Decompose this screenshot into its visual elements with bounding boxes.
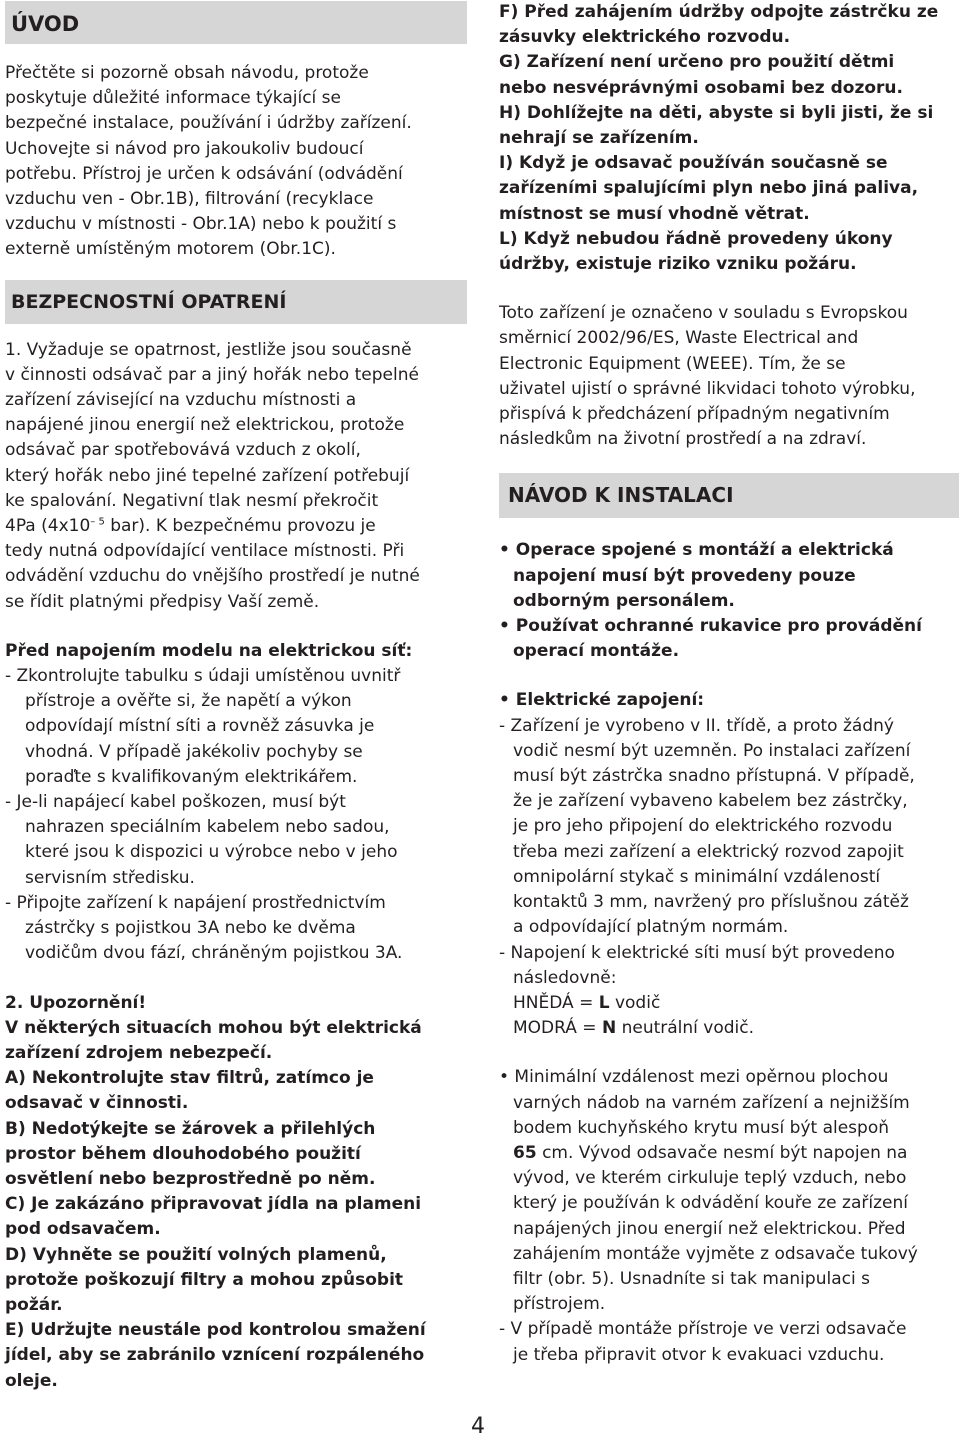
warning-line: H) Dohlížejte na děti, abyste si byli jisti, že si (499, 102, 934, 123)
wire-blue-desc: neutrální vodič. (616, 1018, 755, 1039)
weee-line: uživatel ujistí o správné likvidaci tohoto výrobku, (499, 378, 916, 399)
warning-line: I) Když je odsavač používán současně se (499, 153, 888, 174)
pressure-post: bar). K bezpečnému provozu je (104, 516, 376, 537)
elec-item-cont: musí být zástrčka snadno přístupná. V případě, (513, 766, 915, 787)
warning-line: V některých situacích mohou být elektrická (5, 1017, 422, 1038)
distance-paragraph (499, 1065, 959, 1367)
connect-item-cont: servisním středisku. (25, 867, 195, 888)
intro-line: potřebu. Přístroj je určen k odsávání (odvádění (5, 163, 403, 184)
page-number: 4 (471, 1414, 485, 1439)
warning-line: oleje. (5, 1370, 58, 1391)
connect-heading: Před napojením modelu na elektrickou síť: (5, 640, 413, 661)
safety-line: napájené jinou energií než elektrickou, protože (5, 415, 405, 436)
wire-blue (499, 1016, 959, 1041)
wire-blue-label: MODRÁ = (513, 1018, 602, 1039)
warning-line: zásuvky elektrického rozvodu. (499, 27, 791, 48)
distance-value-line (499, 1141, 959, 1166)
install-bullet: • Operace spojené s montáží a elektrická (499, 540, 894, 561)
weee-paragraph (499, 301, 959, 452)
connect-item-cont: přístroje a ověřte si, že napětí a výkon (25, 691, 352, 712)
warning-line: D) Vyhněte se použití volných plamenů, (5, 1244, 387, 1265)
connect-item-cont: poraďte s kvalifikovaným elektrikářem. (25, 766, 358, 787)
warning-line: jídel, aby se zabránilo vznícení rozpáleného (5, 1345, 425, 1366)
elec-item-cont: že je zařízení vybaveno kabelem bez zástrčky, (513, 791, 908, 812)
warning-line: prostor během dlouhodobého použití (5, 1143, 361, 1164)
elec-heading: • Elektrické zapojení: (499, 690, 705, 711)
warning-line: nebo nesvéprávnými osobami bez dozoru. (499, 77, 903, 98)
install-bullets (499, 538, 959, 664)
warning-line: C) Je zakázáno připravovat jídla na plameni (5, 1194, 422, 1215)
warning-line: nehrají se zařízením. (499, 128, 699, 149)
connect-item-cont: vodičům dvou fází, chráněným pojistkou 3A. (25, 943, 403, 964)
warning-line: zařízeními spalujícími plyn nebo jiná paliva, (499, 178, 919, 199)
pressure-pre: 4Pa (4x10 (5, 516, 91, 537)
elec-item-cont: následovně: (513, 967, 617, 988)
weee-line: směrnicí 2002/96/ES, Waste Electrical and (499, 328, 859, 349)
wire-blue-letter: N (601, 1018, 617, 1039)
wire-brown-label: HNĚDÁ = (513, 992, 599, 1013)
right-column (499, 0, 959, 1368)
safety-line: se řídit platnými předpisy Vaší země. (5, 591, 320, 612)
elec-item-cont: a odpovídající platným normám. (513, 917, 789, 938)
distance-line: napájených jinou energií než elektrickou. Před (513, 1218, 906, 1239)
connect-item: - Připojte zařízení k napájení prostřednictvím (5, 892, 386, 913)
distance-line: varných nádob na varném zařízení a nejnižším (513, 1092, 910, 1113)
safety-line: odvádění vzduchu do vnějšího prostředí je nutné (5, 566, 420, 587)
elec-list (499, 714, 959, 1042)
warning-line: G) Zařízení není určeno pro použití dětmi (499, 52, 895, 73)
connect-item-cont: odpovídají místní síti a rovněž zásuvka je (25, 716, 375, 737)
weee-line: přispívá k předcházení případným negativním (499, 404, 890, 425)
warning-line: místnost se musí vhodně větrat. (499, 203, 810, 224)
safety-line: ke spalování. Negativní tlak nesmí překročit (5, 490, 379, 511)
distance-line: zahájením montáže vyjměte z odsavače tukový (513, 1243, 918, 1264)
install-bullet-cont: odborným personálem. (513, 590, 735, 611)
safety-item-1 (5, 338, 467, 615)
warning-line: pod odsavačem. (5, 1219, 161, 1240)
distance-line: filtr (obr. 5). Usnadníte si tak manipulaci s (513, 1268, 870, 1289)
last-item-line: je třeba připravit otvor k evakuaci vzduchu. (513, 1344, 885, 1365)
pressure-line (5, 514, 467, 539)
elec-item-cont: vodič nesmí být uzemněn. Po instalaci zařízení (513, 740, 911, 761)
warning-continued (499, 0, 959, 277)
section-heading-install: NÁVOD K INSTALACI (499, 473, 959, 518)
weee-line: následkům na životní prostředí a na zdraví. (499, 429, 867, 450)
safety-line: 1. Vyžaduje se opatrnost, jestliže jsou současně (5, 339, 412, 360)
install-bullet-cont: operací montáže. (513, 641, 680, 662)
wire-brown (499, 991, 959, 1016)
distance-line: který je používán k odvádění kouře ze zařízení (513, 1193, 908, 1214)
elec-item-cont: kontaktů 3 mm, navržený pro příslušnou zátěž (513, 892, 909, 913)
warning-line: 2. Upozornění! (5, 992, 147, 1013)
warning-line: E) Udržujte neustále pod kontrolou smažení (5, 1320, 426, 1341)
intro-line: vzduchu ven - Obr.1B), filtrování (recyklace (5, 189, 374, 210)
safety-line: v činnosti odsávač par a jiný hořák nebo tepelné (5, 364, 419, 385)
distance-line: přístrojem. (513, 1294, 606, 1315)
elec-item-cont: je pro jeho připojení do elektrického rozvodu (513, 816, 893, 837)
wire-brown-desc: vodič (609, 992, 661, 1013)
distance-value-post: cm. Vývod odsavače nesmí být napojen na (536, 1142, 908, 1163)
intro-line: Uchovejte si návod pro jakoukoliv budoucí (5, 138, 364, 159)
connect-item: - Zkontrolujte tabulku s údaji umístěnou uvnitř (5, 666, 401, 687)
safety-line: odsávač par spotřebovává vzduch z okolí, (5, 440, 361, 461)
intro-line: poskytuje důležité informace týkající se (5, 88, 341, 109)
distance-line: vývod, ve kterém cirkuluje teplý vzduch, nebo (513, 1168, 907, 1189)
section-heading-uvod: ÚVOD (5, 1, 467, 44)
elec-item: - Zařízení je vyrobeno v II. třídě, a proto žádný (499, 715, 894, 736)
warning-line: A) Nekontrolujte stav filtrů, zatímco je (5, 1068, 374, 1089)
safety-line: zařízení závisející na vzduchu místnosti a (5, 390, 357, 411)
distance-line: • Minimální vzdálenost mezi opěrnou plochou (499, 1067, 889, 1088)
warning-line: osvětlení nebo bezprostředně po něm. (5, 1168, 376, 1189)
warning-line: L) Když nebudou řádně provedeny úkony (499, 228, 893, 249)
intro-line: vzduchu v místnosti - Obr.1A) nebo k použití s (5, 214, 397, 235)
warning-block (5, 991, 467, 1394)
intro-line: Přečtěte si pozorně obsah návodu, protože (5, 63, 369, 83)
connect-item-cont: zástrčky s pojistkou 3A nebo ke dvěma (25, 918, 356, 939)
warning-line: údržby, existuje riziko vzniku požáru. (499, 254, 857, 275)
intro-paragraph (5, 61, 467, 263)
wire-brown-letter: L (598, 992, 610, 1013)
distance-value: 65 (513, 1142, 537, 1163)
connect-item-cont: nahrazen speciálním kabelem nebo sadou, (25, 817, 390, 838)
left-column (5, 0, 467, 1394)
safety-line: tedy nutná odpovídající ventilace místnosti. Při (5, 541, 405, 562)
connect-item: - Je-li napájecí kabel poškozen, musí být (5, 792, 346, 813)
connect-item-cont: které jsou k dispozici u výrobce nebo v jeho (25, 842, 398, 863)
pressure-exponent: – 5 (90, 516, 105, 528)
connect-list (5, 664, 467, 966)
elec-item: - Napojení k elektrické síti musí být provedeno (499, 942, 895, 963)
install-bullet: • Používat ochranné rukavice pro provádění (499, 616, 922, 637)
warning-line: požár. (5, 1294, 63, 1315)
warning-line: zařízení zdrojem nebezpečí. (5, 1042, 273, 1063)
section-heading-safety: BEZPECNOSTNÍ OPATRENÍ (5, 280, 467, 324)
connect-item-cont: vhodná. V případě jakékoliv pochyby se (25, 741, 363, 762)
intro-line: externě umístěným motorem (Obr.1C). (5, 239, 336, 260)
warning-line: F) Před zahájením údržby odpojte zástrčku ze (499, 2, 939, 22)
elec-item-cont: omnipolární stykač s minimální vzdáleností (513, 866, 881, 887)
elec-item-cont: třeba mezi zařízení a elektrický rozvod zapojit (513, 841, 904, 862)
intro-line: bezpečné instalace, používání i údržby zařízení. (5, 113, 412, 134)
install-bullet-cont: napojení musí být provedeny pouze (513, 565, 856, 586)
weee-line: Toto zařízení je označeno v souladu s Evropskou (499, 303, 908, 324)
warning-line: B) Nedotýkejte se žárovek a přilehlých (5, 1118, 376, 1139)
weee-line: Electronic Equipment (WEEE). Tím, že se (499, 353, 846, 374)
warning-line: odsavač v činnosti. (5, 1093, 189, 1114)
warning-line: protože poškozují filtry a mohou způsobit (5, 1269, 404, 1290)
safety-line: který hořák nebo jiné tepelné zařízení potřebují (5, 465, 410, 486)
last-item-line: - V případě montáže přístroje ve verzi odsavače (499, 1319, 907, 1340)
distance-line: bodem kuchyňského krytu musí být alespoň (513, 1117, 889, 1138)
